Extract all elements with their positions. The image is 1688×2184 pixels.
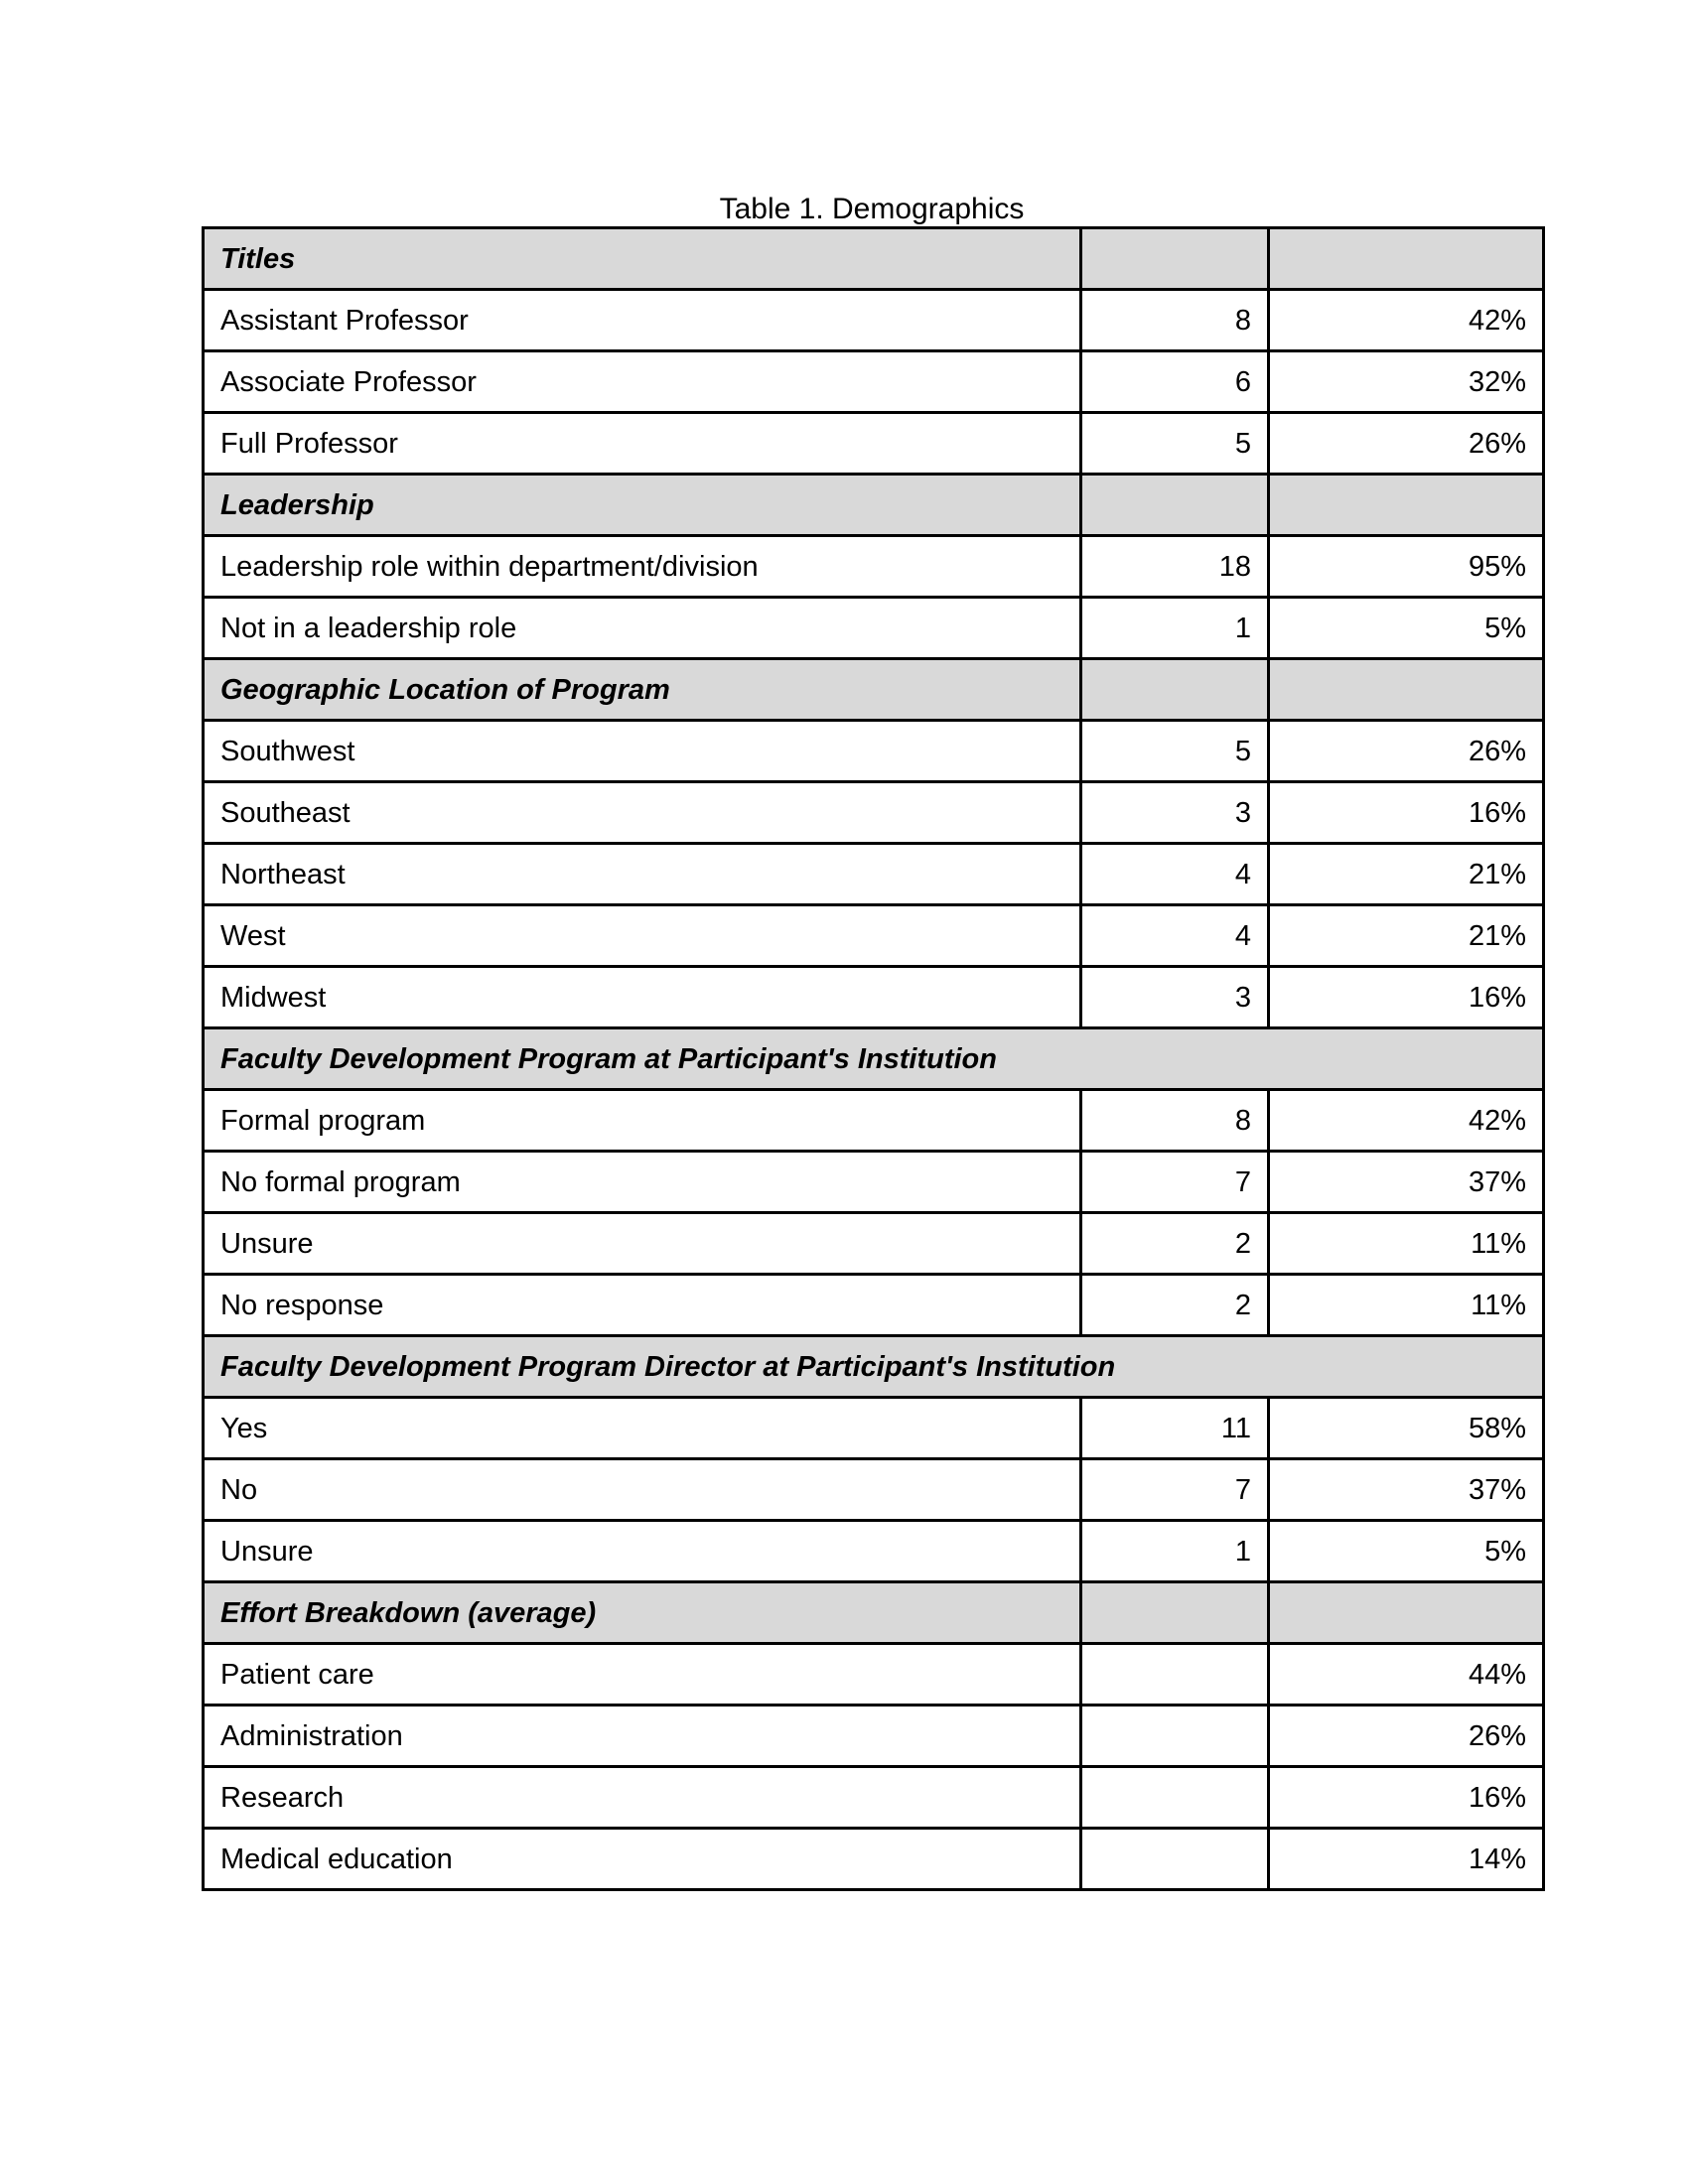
table-row bbox=[204, 905, 1544, 967]
percent-cell: 42% bbox=[1269, 290, 1544, 351]
row-label-cell: No response bbox=[204, 1275, 1081, 1336]
row-label-cell: Full Professor bbox=[204, 413, 1081, 475]
demographics-table bbox=[202, 226, 1545, 1891]
count-cell bbox=[1081, 1829, 1269, 1890]
row-label-cell: Research bbox=[204, 1767, 1081, 1829]
count-cell bbox=[1081, 1644, 1269, 1706]
section-empty-percent-cell bbox=[1269, 659, 1544, 721]
table-row bbox=[204, 1213, 1544, 1275]
table-row bbox=[204, 1398, 1544, 1459]
section-header-cell: Geographic Location of Program bbox=[204, 659, 1081, 721]
count-cell: 7 bbox=[1081, 1459, 1269, 1521]
row-label-cell: West bbox=[204, 905, 1081, 967]
percent-cell: 21% bbox=[1269, 844, 1544, 905]
percent-cell: 42% bbox=[1269, 1090, 1544, 1152]
row-label-cell: Formal program bbox=[204, 1090, 1081, 1152]
count-cell: 2 bbox=[1081, 1213, 1269, 1275]
table-row bbox=[204, 1459, 1544, 1521]
row-label-cell: Southwest bbox=[204, 721, 1081, 782]
percent-cell: 21% bbox=[1269, 905, 1544, 967]
count-cell bbox=[1081, 1706, 1269, 1767]
row-label-cell: Unsure bbox=[204, 1521, 1081, 1582]
table-row bbox=[204, 1706, 1544, 1767]
count-cell: 11 bbox=[1081, 1398, 1269, 1459]
row-label-cell: Associate Professor bbox=[204, 351, 1081, 413]
percent-cell: 16% bbox=[1269, 782, 1544, 844]
section-header-cell: Faculty Development Program at Participant's Institution bbox=[204, 1028, 1544, 1090]
percent-cell: 58% bbox=[1269, 1398, 1544, 1459]
section-empty-percent-cell bbox=[1269, 228, 1544, 290]
row-label-cell: Yes bbox=[204, 1398, 1081, 1459]
table-row bbox=[204, 844, 1544, 905]
table-row bbox=[204, 1767, 1544, 1829]
table-row bbox=[204, 721, 1544, 782]
section-header-cell: Faculty Development Program Director at Participant's Institution bbox=[204, 1336, 1544, 1398]
count-cell bbox=[1081, 1767, 1269, 1829]
count-cell: 4 bbox=[1081, 844, 1269, 905]
count-cell: 1 bbox=[1081, 1521, 1269, 1582]
table-row bbox=[204, 1644, 1544, 1706]
percent-cell: 32% bbox=[1269, 351, 1544, 413]
section-empty-count-cell bbox=[1081, 228, 1269, 290]
section-empty-percent-cell bbox=[1269, 1582, 1544, 1644]
table-row bbox=[204, 598, 1544, 659]
table-row bbox=[204, 1829, 1544, 1890]
count-cell: 8 bbox=[1081, 1090, 1269, 1152]
row-label-cell: Midwest bbox=[204, 967, 1081, 1028]
section-header-row bbox=[204, 1028, 1544, 1090]
table-row bbox=[204, 413, 1544, 475]
row-label-cell: Medical education bbox=[204, 1829, 1081, 1890]
count-cell: 6 bbox=[1081, 351, 1269, 413]
section-empty-count-cell bbox=[1081, 659, 1269, 721]
percent-cell: 14% bbox=[1269, 1829, 1544, 1890]
section-header-cell: Effort Breakdown (average) bbox=[204, 1582, 1081, 1644]
table-row bbox=[204, 782, 1544, 844]
row-label-cell: Patient care bbox=[204, 1644, 1081, 1706]
percent-cell: 11% bbox=[1269, 1213, 1544, 1275]
section-header-row bbox=[204, 475, 1544, 536]
count-cell: 5 bbox=[1081, 413, 1269, 475]
table-row bbox=[204, 351, 1544, 413]
percent-cell: 37% bbox=[1269, 1152, 1544, 1213]
percent-cell: 26% bbox=[1269, 413, 1544, 475]
count-cell: 2 bbox=[1081, 1275, 1269, 1336]
count-cell: 8 bbox=[1081, 290, 1269, 351]
section-header-row bbox=[204, 659, 1544, 721]
section-header-cell: Leadership bbox=[204, 475, 1081, 536]
percent-cell: 26% bbox=[1269, 1706, 1544, 1767]
table-row bbox=[204, 290, 1544, 351]
section-header-row bbox=[204, 228, 1544, 290]
count-cell: 7 bbox=[1081, 1152, 1269, 1213]
count-cell: 4 bbox=[1081, 905, 1269, 967]
section-header-cell: Titles bbox=[204, 228, 1081, 290]
table-row bbox=[204, 1090, 1544, 1152]
percent-cell: 11% bbox=[1269, 1275, 1544, 1336]
percent-cell: 16% bbox=[1269, 1767, 1544, 1829]
percent-cell: 37% bbox=[1269, 1459, 1544, 1521]
count-cell: 18 bbox=[1081, 536, 1269, 598]
count-cell: 3 bbox=[1081, 782, 1269, 844]
row-label-cell: Unsure bbox=[204, 1213, 1081, 1275]
count-cell: 1 bbox=[1081, 598, 1269, 659]
row-label-cell: Leadership role within department/division bbox=[204, 536, 1081, 598]
count-cell: 3 bbox=[1081, 967, 1269, 1028]
table-row bbox=[204, 536, 1544, 598]
count-cell: 5 bbox=[1081, 721, 1269, 782]
row-label-cell: Administration bbox=[204, 1706, 1081, 1767]
table-caption: Table 1. Demographics bbox=[719, 193, 1025, 225]
table-row bbox=[204, 1275, 1544, 1336]
section-empty-percent-cell bbox=[1269, 475, 1544, 536]
section-header-row bbox=[204, 1582, 1544, 1644]
row-label-cell: Assistant Professor bbox=[204, 290, 1081, 351]
table-body bbox=[204, 228, 1544, 1890]
row-label-cell: Northeast bbox=[204, 844, 1081, 905]
percent-cell: 5% bbox=[1269, 1521, 1544, 1582]
percent-cell: 95% bbox=[1269, 536, 1544, 598]
section-empty-count-cell bbox=[1081, 475, 1269, 536]
section-empty-count-cell bbox=[1081, 1582, 1269, 1644]
section-header-row bbox=[204, 1336, 1544, 1398]
percent-cell: 26% bbox=[1269, 721, 1544, 782]
percent-cell: 44% bbox=[1269, 1644, 1544, 1706]
row-label-cell: Southeast bbox=[204, 782, 1081, 844]
table-row bbox=[204, 967, 1544, 1028]
percent-cell: 16% bbox=[1269, 967, 1544, 1028]
row-label-cell: No formal program bbox=[204, 1152, 1081, 1213]
table-row bbox=[204, 1152, 1544, 1213]
row-label-cell: No bbox=[204, 1459, 1081, 1521]
table-row bbox=[204, 1521, 1544, 1582]
row-label-cell: Not in a leadership role bbox=[204, 598, 1081, 659]
percent-cell: 5% bbox=[1269, 598, 1544, 659]
